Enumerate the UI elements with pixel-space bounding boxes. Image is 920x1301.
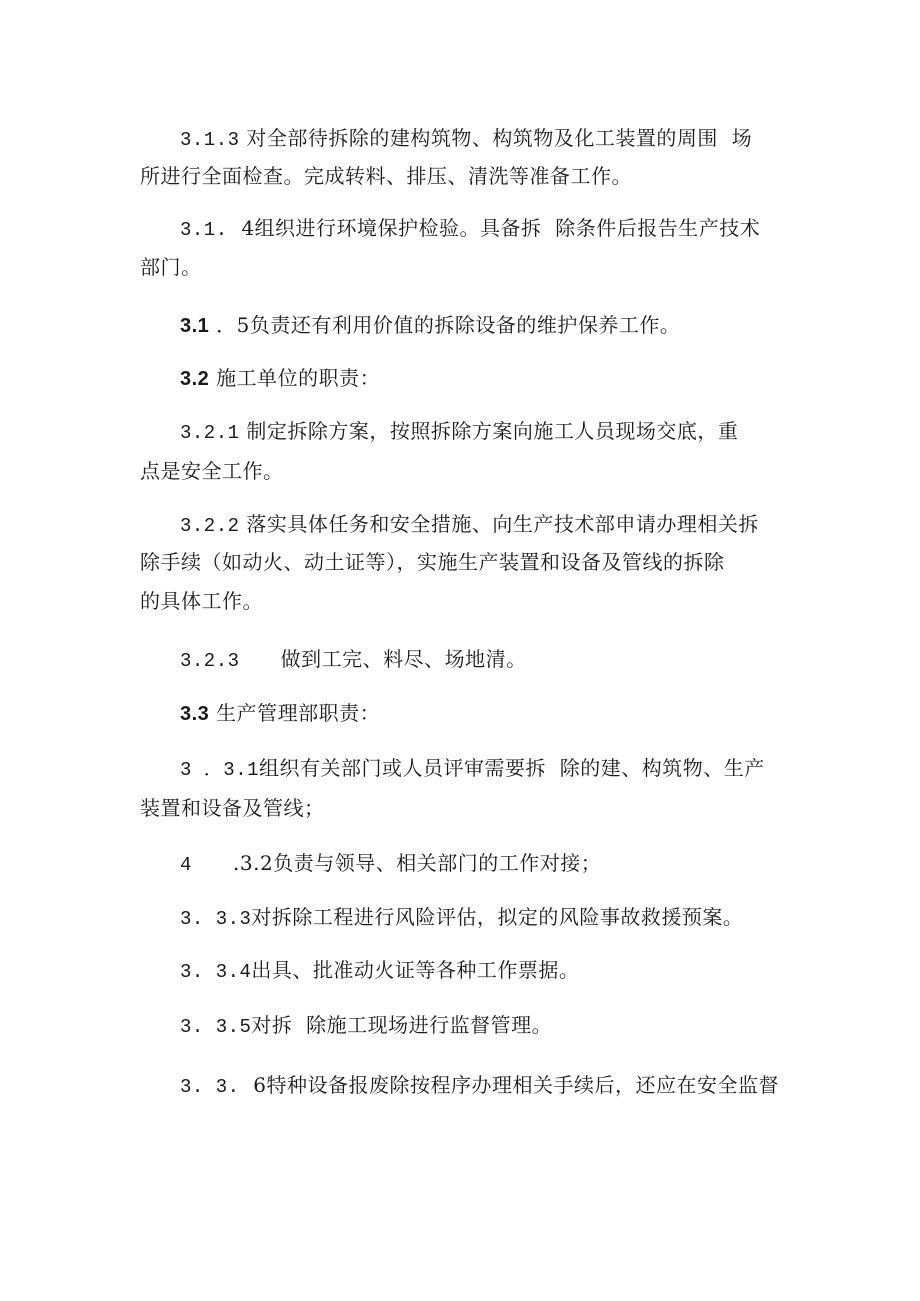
paragraph-3-1-5 xyxy=(180,311,680,340)
paragraph-3-3-4 xyxy=(180,956,579,986)
section-number: 3.2 xyxy=(180,368,210,390)
paragraph-3-3-2 xyxy=(180,849,601,879)
paragraph-3-3-5 xyxy=(180,1011,552,1041)
clause-number: 3 ．3.1 xyxy=(180,759,260,781)
clause-text: 6特种设备报废除按程序办理相关手续后，还应在安全监督 xyxy=(239,1073,779,1097)
clause-number: 3. 3.5 xyxy=(180,1016,252,1038)
clause-number: 3.1. xyxy=(180,219,228,241)
clause-text: 装置和设备及管线； xyxy=(140,796,325,820)
section-title: 施工单位的职责： xyxy=(209,366,381,390)
clause-text: 做到工完、料尽、场地清。 xyxy=(239,647,527,671)
clause-number: 3. 3. xyxy=(180,1076,240,1098)
clause-text: 除手续（如动火、动土证等），实施生产装置和设备及管线的拆除 xyxy=(140,550,725,574)
paragraph-3-2-2-line-1 xyxy=(180,510,759,540)
paragraph-3-1-4-line-1 xyxy=(180,214,760,244)
clause-number: 3.1 xyxy=(180,315,210,337)
paragraph-3-1-3-line-2 xyxy=(140,162,632,190)
clause-text: .3.2负责与领导、相关部门的工作对接； xyxy=(191,851,602,875)
clause-text: 所进行全面检查。完成转料、排压、清洗等准备工作。 xyxy=(140,164,632,188)
clause-text: 对拆 除施工现场进行监督管理。 xyxy=(251,1013,553,1037)
section-number: 3.3 xyxy=(180,703,210,725)
clause-text: 制定拆除方案，按照拆除方案向施工人员现场交底，重 xyxy=(239,419,739,443)
clause-number: 3.2.1 xyxy=(180,422,240,444)
clause-number: 3.2.2 xyxy=(180,515,240,537)
clause-text: 点是安全工作。 xyxy=(140,459,284,483)
paragraph-3-3-1-line-1 xyxy=(180,754,765,784)
clause-number: 3. 3.3 xyxy=(180,908,252,930)
clause-number: 3.1.3 xyxy=(180,129,240,151)
paragraph-3-3-3 xyxy=(180,903,743,933)
paragraph-3-2-2-line-2 xyxy=(140,548,725,576)
paragraph-3-2-1-line-1 xyxy=(180,417,738,447)
clause-text: 对拆除工程进行风险评估，拟定的风险事故救援预案。 xyxy=(251,905,744,929)
clause-number: 4 xyxy=(180,854,192,876)
clause-number: 3.2.3 xyxy=(180,650,240,672)
clause-text: 部门。 xyxy=(140,255,202,279)
clause-text: ．5负责还有利用价值的拆除设备的维护保养工作。 xyxy=(209,313,681,337)
clause-text: 组织有关部门或人员评审需要拆 除的建、构筑物、生产 xyxy=(259,756,765,780)
clause-text: 出具、批准动火证等各种工作票据。 xyxy=(251,958,580,982)
clause-text: 落实具体任务和安全措施、向生产技术部申请办理相关拆 xyxy=(239,512,759,536)
paragraph-3-3-1-line-2 xyxy=(140,794,325,822)
paragraph-3-1-3-line-1 xyxy=(180,124,752,154)
clause-text: 的具体工作。 xyxy=(140,589,263,613)
paragraph-3-2-2-line-3 xyxy=(140,587,263,615)
paragraph-3-1-4-line-2 xyxy=(140,253,202,281)
clause-text: 4组织进行环境保护检验。具备拆 除条件后报告生产技术 xyxy=(227,216,761,240)
clause-number: 3. 3.4 xyxy=(180,961,252,983)
paragraph-3-2-3 xyxy=(180,645,527,675)
section-3-2-heading xyxy=(180,364,380,393)
paragraph-3-3-6 xyxy=(180,1071,779,1101)
section-title: 生产管理部职责： xyxy=(209,701,381,725)
section-3-3-heading xyxy=(180,699,380,728)
paragraph-3-2-1-line-2 xyxy=(140,457,284,485)
clause-text: 对全部待拆除的建构筑物、构筑物及化工装置的周围 场 xyxy=(239,126,753,150)
